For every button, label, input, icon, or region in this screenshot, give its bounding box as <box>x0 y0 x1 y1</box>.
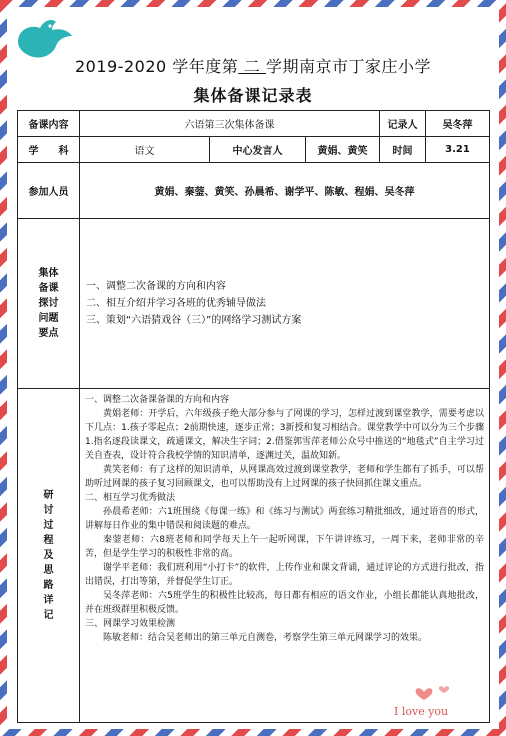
time-value: 3.21 <box>426 137 490 163</box>
table-row <box>18 389 490 723</box>
document-subtitle: 集体备课记录表 <box>193 86 313 105</box>
paragraph: 一、调整二次备课备课的方向和内容 <box>85 395 230 405</box>
participants-label: 参加人员 <box>18 163 80 219</box>
content-value: 六语第三次集体备课 <box>80 111 380 137</box>
hearts-doodle-icon <box>394 680 484 720</box>
agenda-label: 集体 备课 探讨 问题 要点 <box>18 219 80 389</box>
recorder-value: 吴冬萍 <box>426 111 490 137</box>
term-number: 二 <box>238 57 266 76</box>
table-row <box>18 111 490 137</box>
hearts-text: I love you <box>394 705 449 718</box>
list-item: 一、调整二次备课的方向和内容 <box>86 281 226 292</box>
paragraph: 二、相互学习优秀做法 <box>85 493 176 503</box>
table-row <box>18 137 490 163</box>
agenda-list <box>80 219 490 389</box>
discussion-notes <box>80 389 490 723</box>
table-row <box>18 163 490 219</box>
discussion-label: 研 讨 过 程 及 思 路 详 记 <box>18 389 80 723</box>
paragraph: 黄娟老师：开学后，六年级孩子绝大部分参与了网课的学习，怎样过渡到课堂教学，需要考虑以下几点：1.孩子零起点；2前期快速，逐步正常；3新授和复习相结合。课堂教学中可以分为三个步骤1.指名逐段读课文，疏通课文，解决生字词；2.借鉴郭雪萍老师公众号中推送的“地毯式”自主学习过关自查表，设计符合我校学情的知识清单，逐渊过关，温故知新。 <box>85 409 484 461</box>
table-row <box>18 219 490 389</box>
subject-label: 学 科 <box>18 137 80 163</box>
list-item: 二、相互介绍并学习各班的优秀辅导做法 <box>86 298 266 309</box>
paragraph: 秦蓥老师：六8班老师和同学每天上午一起听网课，下午讲评练习，一周下来，老师非常的辛苦，但是学生学习的积极性非常的高。 <box>85 535 484 559</box>
lesson-record-table <box>17 110 490 723</box>
time-label: 时间 <box>380 137 426 163</box>
paragraph: 陈敏老师：结合吴老师出的第三单元自测卷，考察学生第三单元网课学习的效果。 <box>103 633 428 643</box>
document-title: 2019-2020 学年度第 二 学期南京市丁家庄小学 <box>74 57 431 76</box>
paragraph: 黄笑老师：有了这样的知识清单，从网课高效过渡到课堂教学，老师和学生都有了抓手，可以帮助听过网课的孩子复习回顾课文，也可以帮助没有上过网课的孩子快回抓住课文重点。 <box>85 465 484 489</box>
paragraph: 孙晨希老师：六1班围绕《每课一练》和《练习与测试》两套练习精批细改，通过语音的形式，讲解每日作业的集中错误和阅读题的难点。 <box>85 507 484 531</box>
recorder-label: 记录人 <box>380 111 426 137</box>
content-label: 备课内容 <box>18 111 80 137</box>
participants-value: 黄娟、秦蓥、黄笑、孙晨希、谢学平、陈敏、程娟、吴冬萍 <box>80 163 490 219</box>
speaker-label: 中心发言人 <box>210 137 306 163</box>
list-item: 三、策划“六语猜戏谷（三）”的网络学习测试方案 <box>86 315 302 326</box>
subject-value: 语文 <box>80 137 210 163</box>
paragraph: 吴冬萍老师：六5班学生的积极性比较高，每日都有相应的语文作业，小组长都能认真地批改，并在班级群里积极反馈。 <box>85 591 484 615</box>
paragraph: 谢学平老师：我们班利用“小打卡”的软件，上传作业和课文背诵，通过评论的方式进行批改，指出错误，打出等第，并督促学生订正。 <box>85 563 484 587</box>
hearts-shape-icon <box>394 680 484 702</box>
speaker-value: 黄娟、黄笑 <box>306 137 380 163</box>
paragraph: 三、网课学习效果检测 <box>85 619 176 629</box>
